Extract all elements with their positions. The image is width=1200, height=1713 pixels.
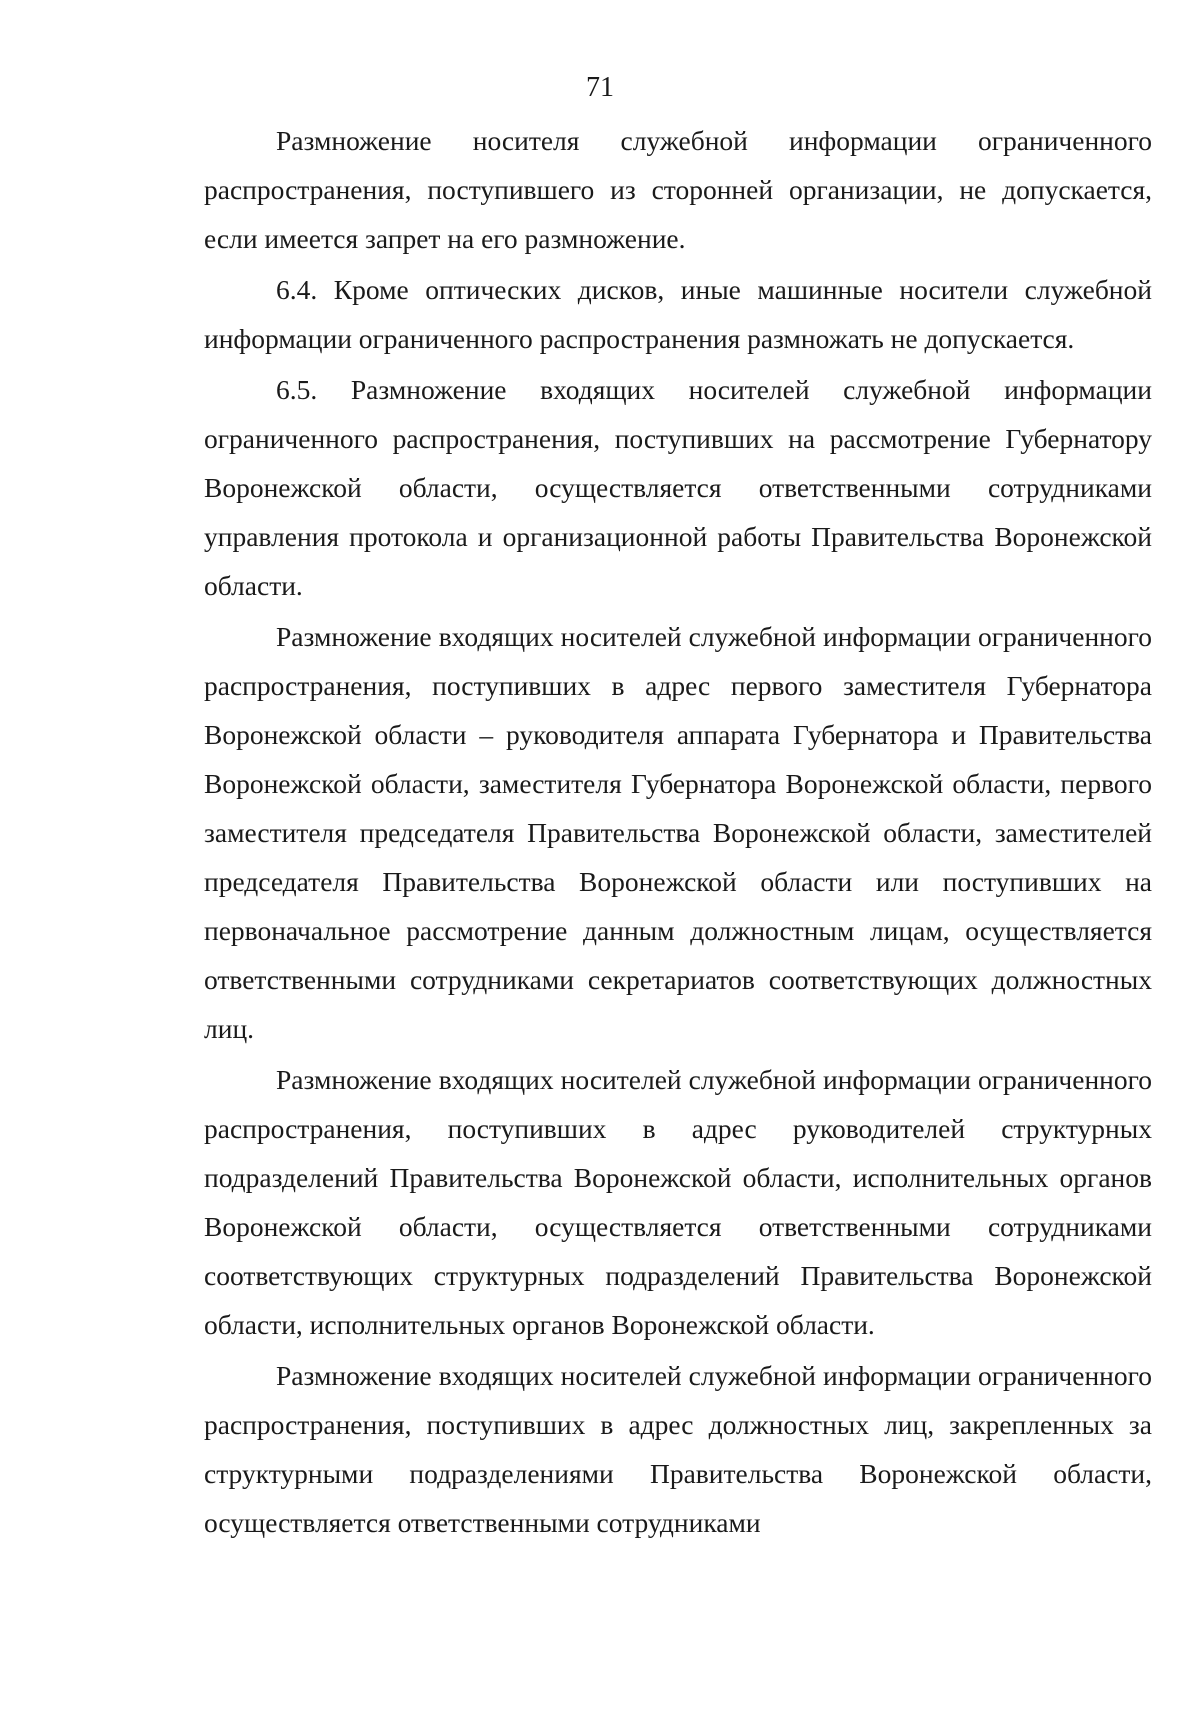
paragraph-assigned-officials-copying: Размножение входящих носителей служебной информации ограниченного распространения, поступивших в адрес должностных лиц, закрепленных за структурными подразделениями Правительства Воронежской области, осуществляется ответственными сотрудниками xyxy=(204,1360,1152,1538)
paragraph-structural-units-copying: Размножение входящих носителей служебной информации ограниченного распространения, поступивших в адрес руководителей структурных подразделений Правительства Воронежской области, исполнительных органов Воронежской области, осуществляется ответственными сотрудниками соответствующих структурных подразделений Правительства Воронежской области, исполнительных органов Воронежской области. xyxy=(204,1064,1152,1340)
paragraph-copy-restriction: Размножение носителя служебной информации ограниченного распространения, поступившего из сторонней организации, не допускается, если имеется запрет на его размножение. xyxy=(204,125,1152,254)
paragraph-6-4: 6.4. Кроме оптических дисков, иные машинные носители служебной информации ограниченного распространения размножать не допускается. xyxy=(204,274,1152,354)
paragraph-6-5: 6.5. Размножение входящих носителей служебной информации ограниченного распространения, поступивших на рассмотрение Губернатору Воронежской области, осуществляется ответственными сотрудниками управления протокола и организационной работы Правительства Воронежской области. xyxy=(204,374,1152,601)
page-number: 71 xyxy=(586,72,614,103)
paragraph-deputies-copying: Размножение входящих носителей служебной информации ограниченного распространения, поступивших в адрес первого заместителя Губернатора Воронежской области – руководителя аппарата Губернатора и Правительства Воронежской области, заместителя Губернатора Воронежской области, первого заместителя председателя Правительства Воронежской области, заместителей председателя Правительства Воронежской области или поступивших на первоначальное рассмотрение данным должностным лицам, осуществляется ответственными сотрудниками секретариатов соответствующих должностных лиц. xyxy=(204,621,1152,1044)
document-body xyxy=(204,116,1152,1547)
